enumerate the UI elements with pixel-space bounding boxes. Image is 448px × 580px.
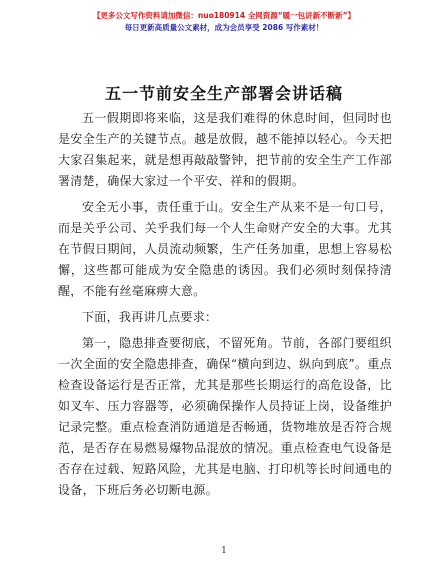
paragraph: 安全无小事，责任重于山。安全生产从来不是一句口号，而是关乎公司、关乎我们每一个人生命财产安全的大事。尤其在节假日期间，人员流动频繁，生产任务加重，思想上容易松懈，这些都可能成为安全隐患的诱因。我们必须时刻保持清醒，不能有丝毫麻痹大意。	[58, 200, 392, 298]
promo-line-1: 【更多公文写作资料请加微信：nuo180914 全网资源“暖一包讲新不断新”】	[92, 11, 356, 20]
promo-header	[0, 10, 448, 34]
paragraph: 五一假期即将来临，这是我们难得的休息时间，但同时也是安全生产的关键节点。越是放假，越不能掉以轻心。今天把大家召集起来，就是想再敲敲警钟，把节前的安全生产工作部署清楚，确保大家过一个平安、祥和的假期。	[58, 111, 392, 188]
page-number: 1	[221, 546, 227, 556]
paragraph: 第一，隐患排查要彻底，不留死角。节前，各部门要组织一次全面的安全隐患排查，确保“横向到边、纵向到底”。重点检查设备运行是否正常，尤其是那些长期运行的高危设备，比如叉车、压力容器等，必须确保操作人员持证上岗，设备维护记录完整。重点检查消防通道是否畅通，货物堆放是否符合规范，是否存在易燃易爆物品混放的情况。重点检查电气设备是否存在过载、短路风险，尤其是电脑、打印机等长时间通电的设备，下班后务必切断电源。	[58, 336, 392, 497]
paragraph: 下面，我再讲几点要求：	[82, 310, 218, 324]
document-title: 五一节前安全生产部署会讲话稿	[104, 84, 343, 103]
promo-line-2: 每日更新高质量公文素材，成为会员享受 2086 写作素材！	[124, 23, 324, 32]
document-body	[58, 108, 392, 506]
